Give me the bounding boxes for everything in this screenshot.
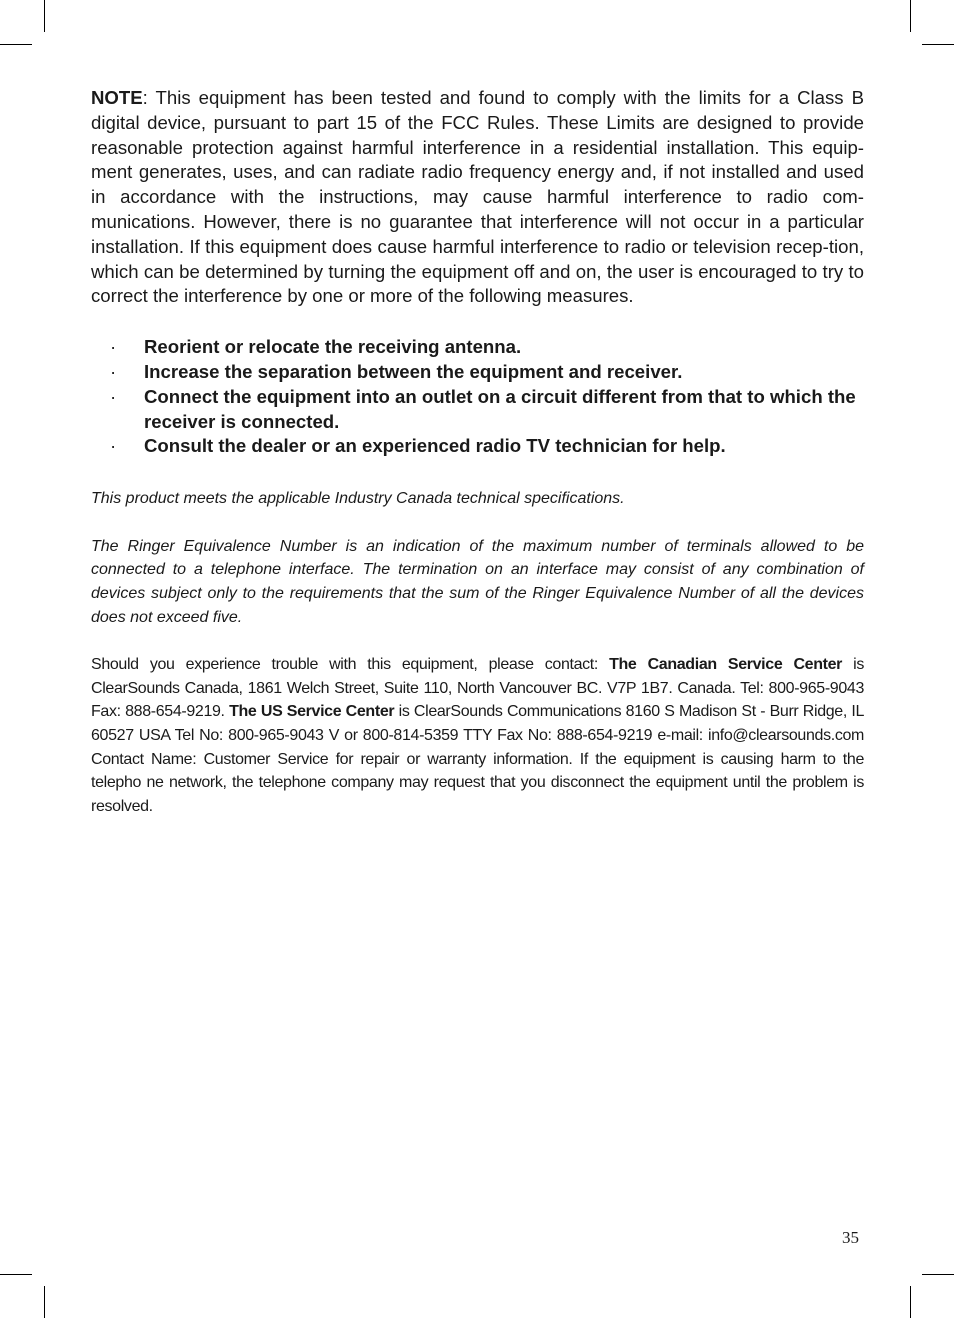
page-content: [91, 86, 864, 818]
bullet: ·: [110, 360, 117, 382]
crop-mark: [44, 0, 45, 32]
list-item: · Reorient or relocate the receiving antenna.: [91, 335, 864, 360]
crop-mark: [922, 1274, 954, 1275]
crop-mark: [0, 44, 32, 45]
note-text: : This equipment has been tested and found to comply with the limits for a Class B digital device, pursuant to part 15 of the FCC Rules. These Limits are designed to provide reasonable protection against harmful interference in a residential installation. This equip-ment generates, uses, and can radiate radio frequency energy and, if not installed and used in accordance with the instructions, may cause harmful interference to radio com-munications. However, there is no guarantee that interference will not occur in a particular installation. If this equipment does cause harmful interference to radio or television recep-tion, which can be determined by turning the equipment off and on, the user is encouraged to try to correct the interference by one or more of the following measures.: [91, 87, 864, 307]
bullet: ·: [110, 385, 117, 407]
canada-service-center-label: The Canadian Service Center: [609, 656, 843, 674]
industry-canada-statement: This product meets the applicable Industry Canada technical specifications.: [91, 490, 625, 508]
list-item: · Increase the separation between the equipment and receiver.: [91, 360, 864, 385]
us-service-center-label: The US Service Center: [229, 703, 395, 721]
crop-mark: [44, 1286, 45, 1318]
crop-mark: [910, 0, 911, 32]
note-label: NOTE: [91, 87, 143, 108]
crop-mark: [922, 44, 954, 45]
contact-paragraph: Should you experience trouble with this equipment, please contact: The Canadian Service Center is ClearSounds Canada, 1861 Welch Street, Suite 110, North Vancouver BC. V7P 1B7. Canada. Tel: 800-965-9043 Fax: 888-654-9219. The US Service Center is ClearSounds Communications 8160 S Madison St - Burr Ridge, IL 60527 USA Tel No: 800-965-9043 V or 800-814-5359 TTY Fax No: 888-654-9219 e-mail: info@clearsounds.com Contact Name: Customer Service for repair or warranty information. If the equipment is causing harm to the telepho ne network, the telephone company may request that you disconnect the equipment until the problem is resolved.: [91, 656, 864, 815]
list-item: · Connect the equipment into an outlet on a circuit different from that to which the receiver is connected.: [110, 385, 856, 432]
fcc-note-paragraph: [91, 86, 864, 309]
crop-mark: [0, 1274, 32, 1275]
measures-list: [91, 335, 864, 459]
page-number: 35: [842, 1228, 859, 1247]
crop-mark: [910, 1286, 911, 1318]
list-item: · Consult the dealer or an experienced radio TV technician for help.: [91, 434, 864, 459]
bullet: ·: [110, 435, 117, 457]
bullet: ·: [110, 336, 117, 358]
ringer-equivalence-paragraph: The Ringer Equivalence Number is an indication of the maximum number of terminals allowed to be connected to a telephone interface. The termination on an interface may consist of any combination of devices subject only to the requirements that the sum of the Ringer Equivalence Number of all the devices does not exceed five.: [91, 537, 864, 626]
